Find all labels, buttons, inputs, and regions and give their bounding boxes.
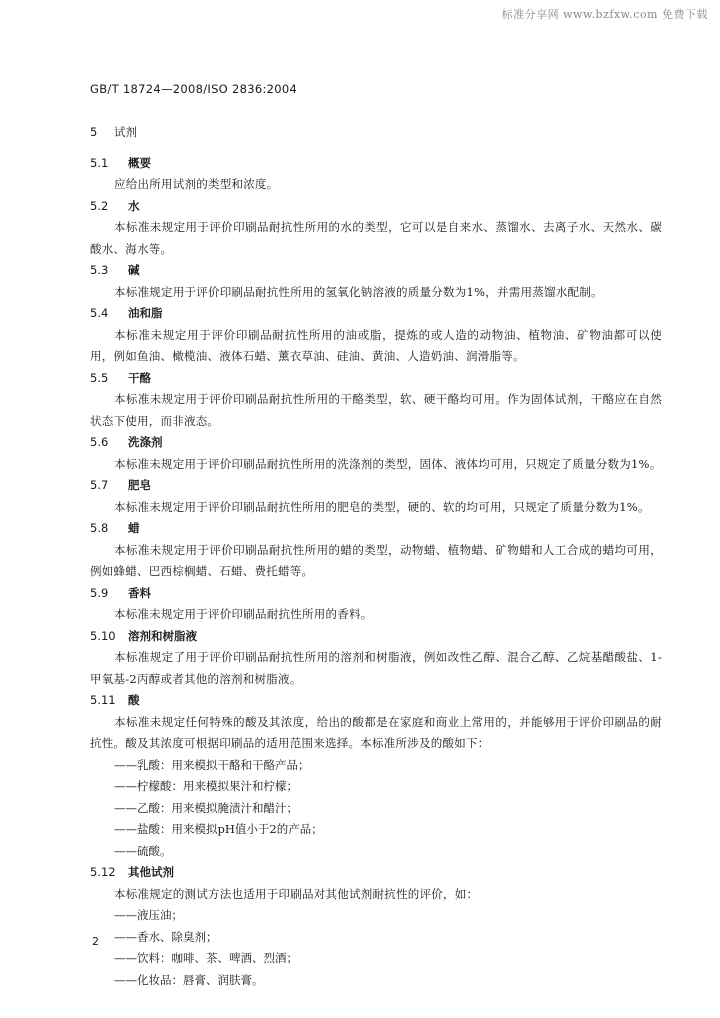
list-item: ——香水、除臭剂； xyxy=(114,929,218,944)
subsection-title: 其他试剂 xyxy=(128,865,174,879)
subsection-heading xyxy=(90,303,662,325)
subsection-heading xyxy=(90,690,662,712)
list-item: ——硫酸。 xyxy=(114,843,172,858)
subsection-heading xyxy=(90,368,662,390)
subsection-heading xyxy=(90,626,662,648)
subsection-title: 水 xyxy=(128,198,140,213)
subsection-heading xyxy=(90,196,662,218)
subsection-list xyxy=(90,153,662,992)
subsection-number: 5.12 xyxy=(90,865,116,879)
subsection-number: 5.2 xyxy=(90,198,109,213)
paragraph: 本标准规定了用于评价印刷品耐抗性所用的溶剂和树脂液，例如改性乙醇、混合乙醇、乙烷基醋酸盐、1-甲氧基-2丙醇或者其他的溶剂和树脂液。 xyxy=(90,650,662,686)
subsection-number: 5.3 xyxy=(90,263,109,277)
subsection-title: 溶剂和树脂液 xyxy=(128,628,197,643)
subsection-title: 香料 xyxy=(128,585,151,600)
subsection-heading xyxy=(90,583,662,605)
paragraph: 本标准未规定用于评价印刷品耐抗性所用的肥皂的类型，硬的、软的均可用，只规定了质量分数为1%。 xyxy=(114,499,650,514)
subsection-heading xyxy=(90,260,662,282)
standard-code-header: GB/T 18724—2008/ISO 2836:2004 xyxy=(90,82,298,96)
subsection-title: 概要 xyxy=(128,155,151,170)
subsection-title: 肥皂 xyxy=(128,478,151,492)
subsection-heading xyxy=(90,475,662,497)
subsection-number: 5.9 xyxy=(90,585,109,600)
paragraph: 本标准未规定任何特殊的酸及其浓度，给出的酸都是在家庭和商业上常用的，并能够用于评价印刷品的耐抗性。酸及其浓度可根据印刷品的适用范围来选择。本标准所涉及的酸如下： xyxy=(90,714,662,750)
subsection-title: 蜡 xyxy=(128,521,140,535)
paragraph: 本标准未规定用于评价印刷品耐抗性所用的干酪类型，软、硬干酪均可用。作为固体试剂，干酪应在自然状态下使用，而非液态。 xyxy=(90,392,662,428)
subsection-heading xyxy=(90,153,662,175)
list-item: ——乳酸：用来模拟干酪和干酪产品； xyxy=(114,757,310,772)
subsection-number: 5.5 xyxy=(90,370,109,385)
subsection-title: 干酪 xyxy=(128,370,151,385)
subsection-number: 5.10 xyxy=(90,628,116,643)
section-title: 试剂 xyxy=(114,125,137,139)
paragraph: 本标准未规定用于评价印刷品耐抗性所用的油或脂，提炼的或人造的动物油、植物油、矿物油都可以使用，例如鱼油、橄榄油、液体石蜡、薰衣草油、硅油、黄油、人造奶油、润滑脂等。 xyxy=(90,327,662,363)
paragraph: 本标准未规定用于评价印刷品耐抗性所用的水的类型，它可以是自来水、蒸馏水、去离子水、天然水、碳酸水、海水等。 xyxy=(90,220,662,256)
paragraph: 本标准未规定用于评价印刷品耐抗性所用的香料。 xyxy=(114,607,373,621)
subsection-number: 5.4 xyxy=(90,306,109,320)
list-item: ——乙酸：用来模拟腌渍汁和醋汁； xyxy=(114,800,298,815)
subsection-title: 洗涤剂 xyxy=(128,435,163,449)
subsection-number: 5.7 xyxy=(90,478,109,492)
subsection-title: 油和脂 xyxy=(128,306,163,320)
subsection-heading xyxy=(90,862,662,884)
paragraph: 本标准未规定用于评价印刷品耐抗性所用的洗涤剂的类型，固体、液体均可用，只规定了质量分数为1%。 xyxy=(114,456,662,471)
subsection-title: 酸 xyxy=(128,693,140,707)
subsection-number: 5.1 xyxy=(90,155,109,170)
section-heading xyxy=(90,122,662,144)
paragraph: 应给出所用试剂的类型和浓度。 xyxy=(114,177,279,191)
list-item: ——化妆品：唇膏、润肤膏。 xyxy=(114,972,264,987)
subsection-heading xyxy=(90,518,662,540)
subsection-number: 5.8 xyxy=(90,521,109,535)
list-item: ——液压油； xyxy=(114,908,183,922)
list-item: ——柠檬酸：用来模拟果汁和柠檬； xyxy=(114,779,298,793)
list-item: ——盐酸：用来模拟pH值小于2的产品； xyxy=(114,822,323,836)
subsection-title: 碱 xyxy=(128,263,140,277)
paragraph: 本标准未规定用于评价印刷品耐抗性所用的蜡的类型，动物蜡、植物蜡、矿物蜡和人工合成的蜡均可用，例如蜂蜡、巴西棕榈蜡、石蜡、费托蜡等。 xyxy=(90,542,662,578)
paragraph: 本标准规定用于评价印刷品耐抗性所用的氢氧化钠溶液的质量分数为1%，并需用蒸馏水配制。 xyxy=(114,284,603,299)
list-item: ——饮料：咖啡、茶、啤酒、烈酒； xyxy=(114,951,298,965)
page-number: 2 xyxy=(92,935,99,948)
document-body xyxy=(90,122,662,991)
section-number: 5 xyxy=(90,125,98,139)
subsection-heading xyxy=(90,432,662,454)
watermark: 标准分享网 www.bzfxw.com 免费下载 xyxy=(501,8,708,21)
subsection-number: 5.6 xyxy=(90,435,109,449)
paragraph: 本标准规定的测试方法也适用于印刷品对其他试剂耐抗性的评价，如： xyxy=(114,886,479,901)
subsection-number: 5.11 xyxy=(90,693,116,707)
